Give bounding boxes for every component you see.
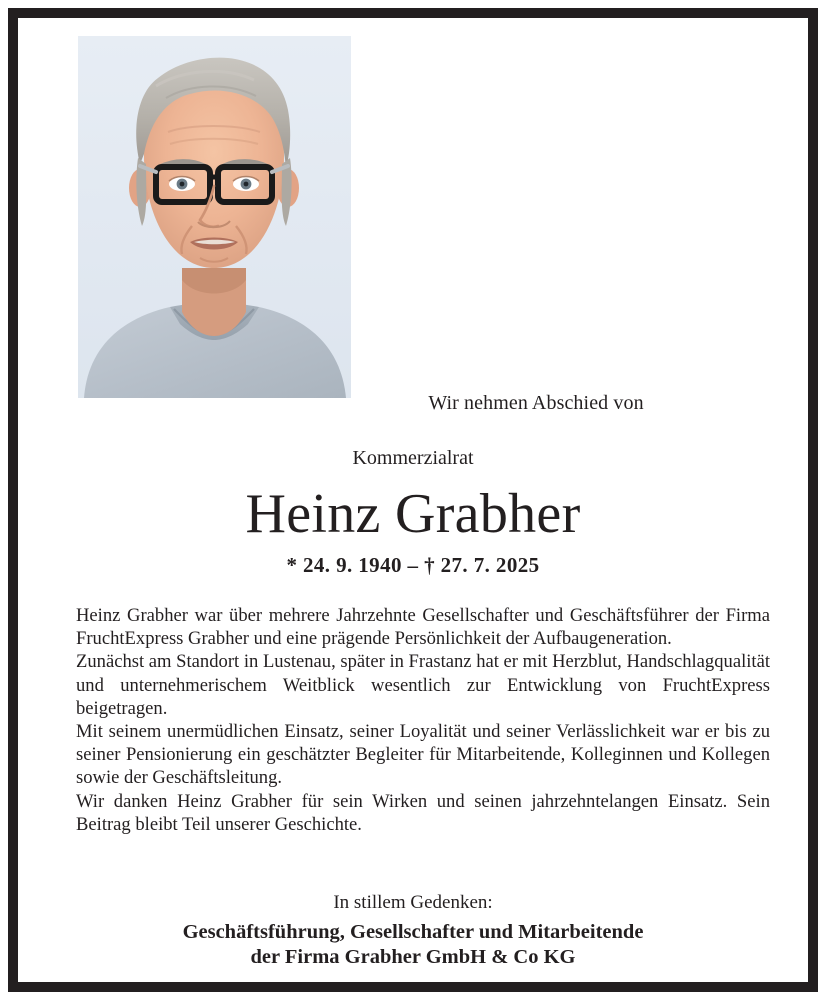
tribute-paragraph: Heinz Grabher war über mehrere Jahrzehnte Gesellschafter und Geschäftsführer der Firma FruchtExpress Grabher und eine prägende Persönlichkeit der Aufbaugeneration. xyxy=(76,605,770,650)
signatory-block xyxy=(18,920,808,970)
lifespan-dates: * 24. 9. 1940 – † 27. 7. 2025 xyxy=(286,553,540,577)
obituary-notice xyxy=(8,8,818,992)
farewell-line: Wir nehmen Abschied von xyxy=(428,392,644,414)
tribute-paragraph: Wir danken Heinz Grabher für sein Wirken und seinen jahrzehntelangen Einsatz. Sein Beitrag bleibt Teil unserer Geschichte. xyxy=(76,790,770,835)
signatory-line-2: der Firma Grabher GmbH & Co KG xyxy=(250,946,576,968)
tribute-paragraph: Mit seinem unermüdlichen Einsatz, seiner Loyalität und seiner Verlässlichkeit war er bis zu seiner Pensionierung ein geschätzter Begleiter für Mitarbeitende, Kolleginnen und Kollegen sowie der Geschäftsleitung. xyxy=(76,721,770,789)
memorial-intro: In stillem Gedenken: xyxy=(333,892,493,913)
deceased-name: Heinz Grabher xyxy=(245,483,581,545)
portrait-photo xyxy=(78,36,351,398)
tribute-text xyxy=(76,604,770,836)
honorific-title: Kommerzialrat xyxy=(352,447,474,469)
portrait-illustration xyxy=(78,36,351,398)
notice-content xyxy=(18,18,808,982)
tribute-paragraph: Zunächst am Standort in Lustenau, später in Frastanz hat er mit Herzblut, Handschlagqualität und unternehmerischem Weitblick wesentlich zur Entwicklung von FruchtExpress beigetragen. xyxy=(76,651,770,719)
signatory-line-1: Geschäftsführung, Gesellschafter und Mitarbeitende xyxy=(182,921,644,943)
